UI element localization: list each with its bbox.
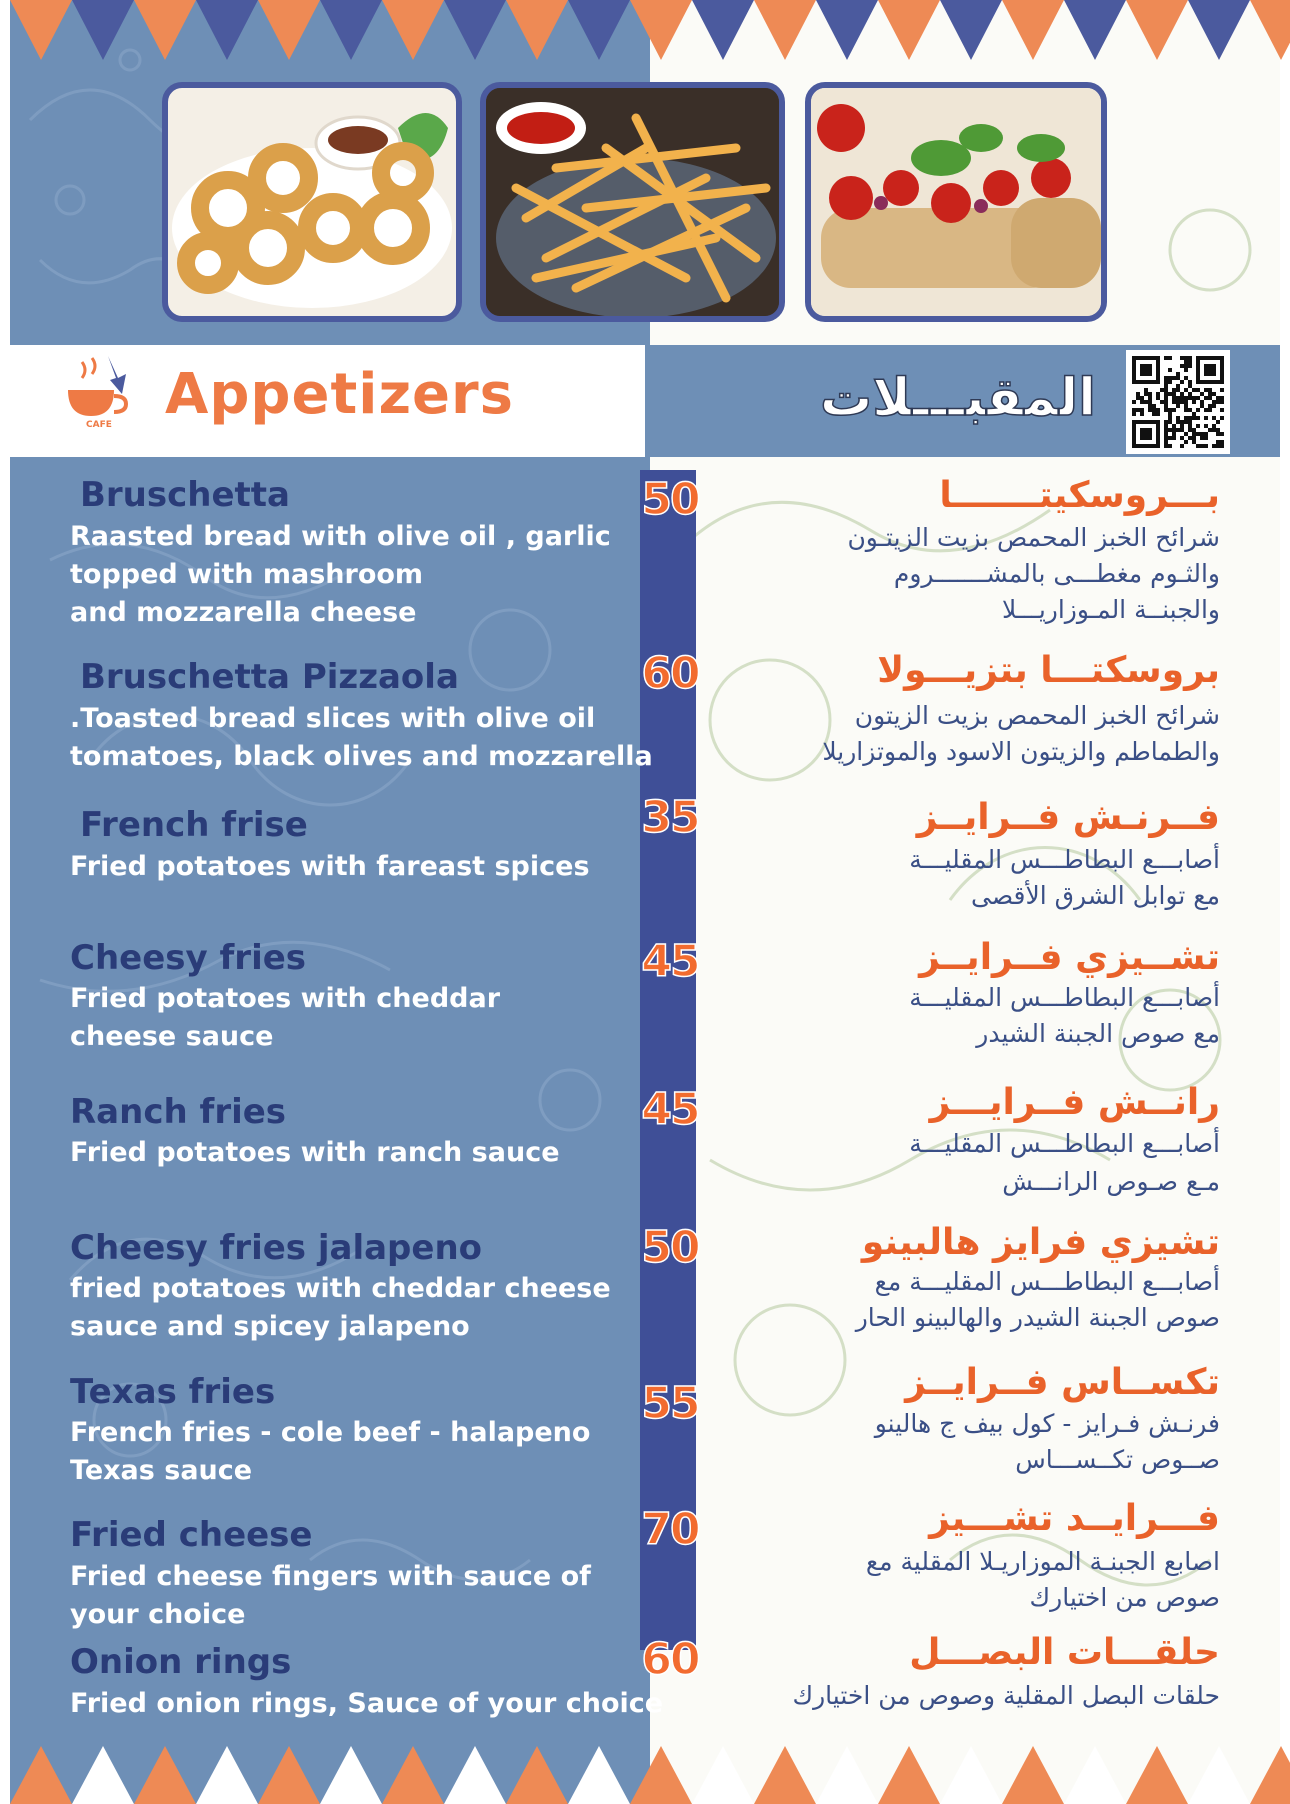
bunting-flag	[568, 1746, 630, 1804]
item-desc-arabic-line: صوص من اختيارك	[1029, 1583, 1220, 1612]
bunting-flag	[72, 0, 134, 60]
bunting-flag	[1064, 1746, 1126, 1804]
item-name-arabic: حلقـــات البصـــل	[909, 1632, 1220, 1673]
item-price: 50	[641, 1222, 699, 1273]
bunting-flag	[134, 1746, 196, 1804]
item-desc-english-line: French fries - cole beef - halapeno	[70, 1417, 591, 1448]
item-desc-english-line: Fried potatoes with cheddar	[70, 983, 501, 1014]
item-desc-english-line: and mozzarella cheese	[70, 597, 417, 628]
item-desc-arabic-line: مـع صـوص الرانـــش	[1002, 1167, 1220, 1196]
item-desc-arabic-line: أصابـــع البطاطـــس المقليـــة مع	[874, 1267, 1220, 1296]
bottom-bunting-flags	[0, 1734, 1290, 1804]
bunting-flag	[1126, 0, 1188, 60]
item-desc-arabic-line: والجبنــة المـوزاريـــلا	[1001, 595, 1220, 624]
item-price: 55	[641, 1378, 699, 1429]
item-name-english: French frise	[80, 805, 308, 845]
item-desc-arabic-line: أصابـــع البطاطـــس المقليـــة	[909, 845, 1220, 874]
item-price: 60	[641, 1634, 699, 1685]
bunting-flag	[878, 1746, 940, 1804]
item-price: 45	[641, 1084, 699, 1135]
bunting-flag	[754, 1746, 816, 1804]
bunting-flag	[1126, 1746, 1188, 1804]
bunting-flag	[1188, 0, 1250, 60]
bunting-flag	[10, 0, 72, 60]
page-title-english: Appetizers	[165, 362, 514, 427]
item-desc-arabic-line: مع توابل الشرق الأقصى	[971, 881, 1220, 910]
item-desc-arabic-line: أصابـــع البطاطـــس المقليـــة	[909, 983, 1220, 1012]
bunting-flag	[320, 1746, 382, 1804]
french-fries-photo	[480, 82, 785, 322]
price-divider-bar	[640, 470, 696, 1650]
item-name-arabic: فـــرايــد تشـــيز	[929, 1498, 1220, 1539]
item-name-english: Onion rings	[70, 1642, 292, 1682]
qr-code[interactable]	[1126, 350, 1230, 454]
item-desc-english-line: your choice	[70, 1599, 246, 1630]
item-desc-english-line: sauce and spicey jalapeno	[70, 1311, 470, 1342]
item-desc-english-line: Fried potatoes with ranch sauce	[70, 1137, 560, 1168]
bunting-flag	[196, 0, 258, 60]
item-desc-english-line: Fried cheese fingers with sauce of	[70, 1561, 591, 1592]
bunting-flag	[196, 1746, 258, 1804]
item-name-arabic: تشــيزي فــرايــز	[919, 937, 1220, 978]
bunting-flag	[568, 0, 630, 60]
item-desc-arabic-line: شرائح الخبز المحمص بزيت الزيتـون	[847, 523, 1220, 552]
item-name-english: Cheesy fries jalapeno	[70, 1228, 483, 1268]
page-title-arabic: المقبـــلات	[820, 368, 1096, 428]
bunting-flag	[1002, 1746, 1064, 1804]
bunting-flag	[1064, 0, 1126, 60]
bunting-flag	[382, 0, 444, 60]
item-desc-english-line: Raasted bread with olive oil , garlic	[70, 521, 611, 552]
bunting-flag	[630, 1746, 692, 1804]
bunting-flag	[630, 0, 692, 60]
onion-rings-photo	[162, 82, 462, 322]
bunting-flag	[506, 1746, 568, 1804]
item-desc-english-line: tomatoes, black olives and mozzarella	[70, 741, 653, 772]
item-desc-english-line: cheese sauce	[70, 1021, 274, 1052]
item-name-arabic: تشيزي فرايز هالبينو	[861, 1222, 1220, 1263]
bunting-flag	[72, 1746, 134, 1804]
item-desc-english-line: fried potatoes with cheddar cheese	[70, 1273, 611, 1304]
top-bunting-flags	[0, 0, 1290, 70]
bunting-flag	[940, 1746, 1002, 1804]
cafe-logo	[58, 350, 138, 440]
item-name-english: Fried cheese	[70, 1515, 313, 1555]
bunting-flag	[258, 0, 320, 60]
bunting-flag	[940, 0, 1002, 60]
item-price: 35	[641, 792, 699, 843]
item-desc-arabic-line: اصابع الجبنـة الموزاريـلا المقلية مع	[865, 1547, 1220, 1576]
item-price: 60	[641, 648, 699, 699]
item-name-arabic: فــرنـش فــرايــز	[916, 797, 1220, 838]
bunting-flag	[816, 1746, 878, 1804]
item-price: 70	[641, 1504, 699, 1555]
item-desc-english-line: topped with mashroom	[70, 559, 424, 590]
bunting-flag	[258, 1746, 320, 1804]
item-desc-arabic-line: شرائح الخبز المحمص بزيت الزيتون	[854, 701, 1220, 730]
bunting-flag	[878, 0, 940, 60]
item-desc-arabic-line: مع صوص الجبنة الشيدر	[976, 1019, 1220, 1048]
bunting-flag	[1002, 0, 1064, 60]
bunting-flag	[692, 1746, 754, 1804]
logo-text: CAFE	[86, 420, 112, 430]
bunting-flag	[382, 1746, 444, 1804]
item-desc-english-line: Fried potatoes with fareast spices	[70, 851, 590, 882]
bunting-flag	[444, 0, 506, 60]
bunting-flag	[1250, 0, 1290, 60]
item-name-english: Bruschetta Pizzaola	[80, 657, 459, 697]
item-desc-english-line: Texas sauce	[70, 1455, 253, 1486]
bunting-flag	[754, 0, 816, 60]
item-name-arabic: بروسكتـــا بتزيـــولا	[877, 650, 1220, 691]
item-desc-arabic-line: فرنـش فـرايز - كول بيف ج هالينو	[874, 1409, 1220, 1438]
bunting-flag	[506, 0, 568, 60]
bunting-flag	[10, 1746, 72, 1804]
bunting-flag	[816, 0, 878, 60]
item-name-english: Ranch fries	[70, 1092, 287, 1132]
item-name-english: Cheesy fries	[70, 938, 307, 978]
item-name-arabic: رانــش فــرايـــز	[929, 1082, 1220, 1123]
item-name-english: Texas fries	[70, 1372, 276, 1412]
item-desc-english-line: .Toasted bread slices with olive oil	[70, 703, 596, 734]
bunting-flag	[134, 0, 196, 60]
item-desc-english-line: Fried onion rings, Sauce of your choice	[70, 1688, 664, 1719]
item-name-arabic: تكســاس فــرايــز	[905, 1362, 1220, 1403]
item-price: 50	[641, 474, 699, 525]
bruschetta-photo	[805, 82, 1107, 322]
item-name-arabic: بـــروسكيتـــــــا	[939, 475, 1220, 516]
bunting-flag	[1250, 1746, 1290, 1804]
bunting-flag	[444, 1746, 506, 1804]
bunting-flag	[1188, 1746, 1250, 1804]
item-desc-arabic-line: صــوص تكــســـاس	[1015, 1445, 1220, 1474]
item-desc-arabic-line: والطماطم والزيتون الاسود والموتزاريلا	[822, 737, 1220, 766]
item-name-english: Bruschetta	[80, 475, 290, 515]
bunting-flag	[692, 0, 754, 60]
item-desc-arabic-line: أصابـــع البطاطـــس المقليـــة	[909, 1129, 1220, 1158]
item-desc-arabic-line: صوص الجبنة الشيدر والهالبينو الحار	[855, 1303, 1220, 1332]
item-price: 45	[641, 936, 699, 987]
item-desc-arabic-line: حلقات البصل المقلية وصوص من اختيارك	[792, 1681, 1220, 1710]
bunting-flag	[320, 0, 382, 60]
item-desc-arabic-line: والثـوم مغطـــى بالمشـــــــروم	[893, 559, 1220, 588]
